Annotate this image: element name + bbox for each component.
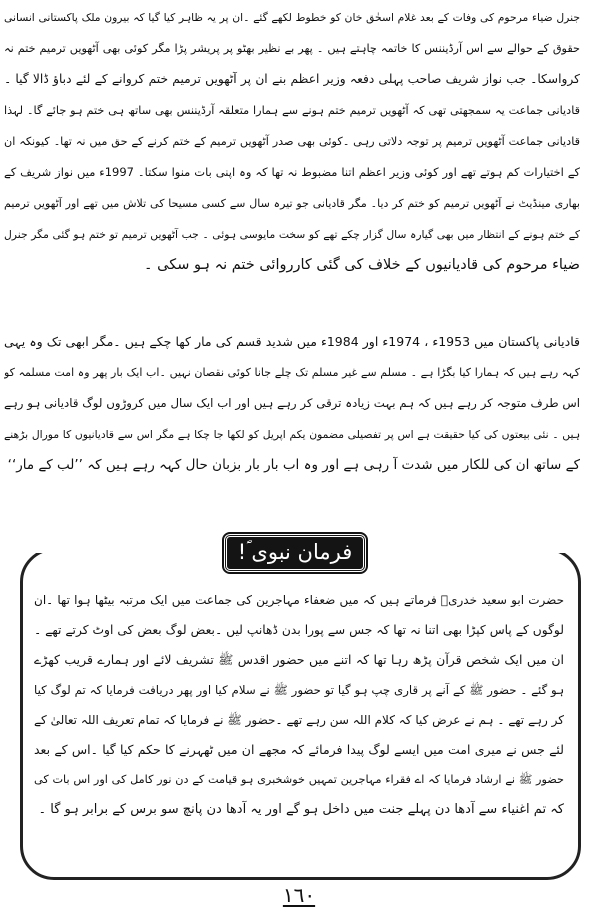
- text-line: کے ساتھ ان کی للکار میں شدت آ رہی ہے اور وہ اب بار بار بزبان حال کہہ رہے ہیں کہ ’’لب کے مار‘‘: [7, 457, 580, 473]
- text-line: ہیں ۔ نئی بیعتوں کی کیا حقیقت ہے اس پر تفصیلی مضمون یکم اپریل کو لکھا جا چکا ہے مگر اس سے قادیانیوں کا مورال بڑھنے: [4, 428, 580, 441]
- text-line: قادیانی جماعت یہ سمجھتی تھی کہ آٹھویں ترمیم ختم ہونے سے ہمارا متعلقہ آرڈیننس بھی ساتھ ہی ختم ہو جائے گا۔ لہذا: [4, 104, 580, 117]
- text-line: کے ختم ہونے کے انتظار میں بھی گیارہ سال گزار چکے تھے کو سخت مایوسی ہوئی ۔ جب آٹھویں ترمیم تو ختم ہو گئی مگر جنرل: [4, 228, 580, 241]
- text-line: حضرت ابو سعید خدریؓ فرماتے ہیں کہ میں ضعفاء مہاجرین کی جماعت میں ایک مرتبہ بیٹھا ہوا تھا ۔ان: [34, 593, 564, 607]
- text-line: کے اختیارات کم ہوتے تھے اور کوئی وزیر اعظم اتنا مضبوط نہ تھا کہ وہ اپنی بات منوا سکتا۔ 1997ء میں نواز شریف کے: [4, 165, 580, 179]
- text-line: کہہ رہے ہیں کہ ہمارا کیا بگڑا ہے ۔ مسلم سے غیر مسلم تک چلے جانا کوئی نقصان نہیں ۔اب ایک بار پھر وہ امت مسلمہ کو: [4, 366, 580, 379]
- text-line: حضور ﷺ نے ارشاد فرمایا کہ اے فقراء مہاجرین تمہیں خوشخبری ہو قیامت کے دن نور کامل کی اور اس بات کی: [34, 773, 564, 786]
- text-line: ضیاء مرحوم کی قادیانیوں کے خلاف کی گئی کارروائی ختم نہ ہو سکی ۔: [144, 257, 580, 273]
- text-line: قادیانی پاکستان میں 1953ء ، 1974ء اور 1984ء میں شدید قسم کی مار کھا چکے ہیں ۔مگر ابھی تک وہ یہی: [4, 334, 580, 349]
- hadith-text: [34, 585, 564, 825]
- text-line: لوگوں کے پاس کپڑا بھی اتنا نہ تھا کہ جس سے پورا بدن ڈھانپ لیں ۔بعض لوگ بعض کی اوٹ کرتے تھے ۔: [34, 623, 564, 637]
- text-line: ان میں ایک شخص قرآن پڑھ رہا تھا کہ اتنے میں حضور اقدس ﷺ تشریف لائے اور ہمارے قریب کھڑے: [34, 652, 564, 667]
- paragraph-qadiani-morale: [4, 326, 580, 481]
- text-line: کر رہے تھے ۔ ہم نے عرض کیا کہ کلام اللہ سن رہے تھے ۔حضور ﷺ نے فرمایا کہ تمام تعریف اللہ تعالیٰ کے: [34, 713, 564, 727]
- hadith-box-title: فرمان نبوی ؐ!: [224, 534, 366, 572]
- text-line: کہ تم اغنیاء سے آدھا دن پہلے جنت میں داخل ہو گے اور یہ آدھا دن پانچ سو برس کے برابر ہو گا ۔: [38, 802, 564, 817]
- paragraph-zia-eighth-amendment: [4, 2, 580, 281]
- text-line: کرواسکا۔ جب نواز شریف صاحب پہلی دفعہ وزیر اعظم بنے ان پر آٹھویں ترمیم ختم کروانے کے لئے دباؤ ڈالا گیا ۔: [4, 72, 580, 86]
- text-line: لئے جس نے میری امت میں ایسے لوگ پیدا فرمائے کہ مجھے ان میں ٹھہرنے کا حکم کیا گیا ۔اس کے بعد: [34, 742, 564, 757]
- text-line: ہو گئے ۔ حضور ﷺ کے آنے پر قاری چپ ہو گیا تو حضور ﷺ نے سلام کیا اور پھر دریافت فرمایا کہ تم لوگ کیا: [34, 683, 564, 697]
- text-line: جنرل ضیاء مرحوم کی وفات کے بعد غلام اسحٰق خان کو خطوط لکھے گئے ۔ان پر یہ ظاہر کیا گیا کہ بیرون ملک پاکستانی انسانی: [4, 11, 580, 24]
- text-line: قادیانی جماعت آٹھویں ترمیم پر توجہ دلاتی رہی ۔کوئی بھی صدر آٹھویں ترمیم کے ختم کرنے کے حق میں نہ تھا۔ کیونکہ ان: [4, 135, 580, 148]
- text-line: حقوق کے حوالے سے اس آرڈیننس کا خاتمہ چاہتے ہیں ۔ پھر بے نظیر بھٹو پر پریشر پڑا مگر کوئی بھی آٹھویں ترمیم ختم نہ: [4, 42, 580, 55]
- text-line: بھاری مینڈیٹ نے آٹھویں ترمیم کو ختم کر دیا۔ مگر قادیانی جو تیرہ سال سے کسی مسیحا کی تلاش میں تھے اور آٹھویں ترمیم: [4, 197, 580, 210]
- text-line: اس طرف متوجہ کر رہے ہیں کہ ہم بہت زیادہ ترقی کر رہے ہیں اور اب ایک سال میں کروڑوں لوگ قادیانی ہو رہے: [4, 396, 580, 410]
- page-number: ١٦٠: [282, 883, 316, 907]
